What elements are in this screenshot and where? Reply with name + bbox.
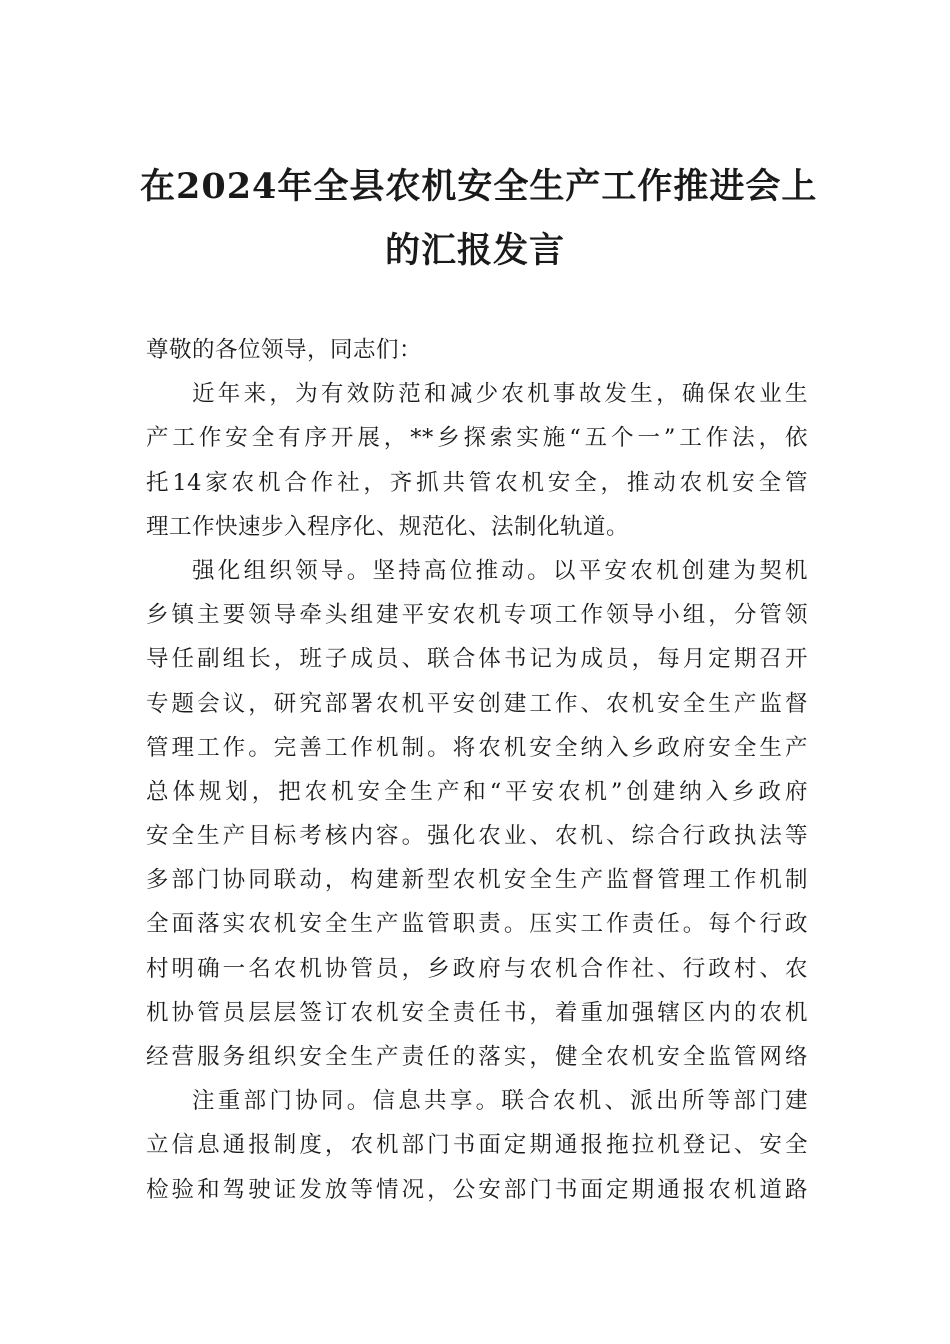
paragraph-line: 村明确一名农机协管员，乡政府与农机合作社、行政村、农 (146, 955, 808, 982)
paragraph-line: 产工作安全有序开展，**乡探索实施“五个一”工作法，依 (146, 425, 808, 452)
paragraph-line: 托14家农机合作社，齐抓共管农机安全，推动农机安全管 (146, 469, 808, 496)
title-line-2: 的汇报发言 (384, 230, 565, 271)
document-body (146, 328, 808, 1212)
paragraph-line: 经营服务组织安全生产责任的落实，健全农机安全监管网络 (146, 1044, 808, 1070)
paragraph-line: 乡镇主要领导牵头组建平安农机专项工作领导小组，分管领 (146, 602, 808, 629)
paragraph-line: 近年来，为有效防范和减少农机事故发生，确保农业生 (192, 381, 808, 408)
paragraph-line: 注重部门协同。信息共享。联合农机、派出所等部门建 (192, 1088, 808, 1115)
paragraph-line: 立信息通报制度，农机部门书面定期通报拖拉机登记、安全 (146, 1132, 808, 1159)
paragraph-line: 总体规划，把农机安全生产和“平安农机”创建纳入乡政府 (146, 778, 808, 805)
paragraph-line: 强化组织领导。坚持高位推动。以平安农机创建为契机 (192, 557, 808, 584)
paragraph-1 (146, 372, 808, 549)
paragraph-line: 机协管员层层签订农机安全责任书，着重加强辖区内的农机 (146, 999, 808, 1026)
paragraph-line: 管理工作。完善工作机制。将农机安全纳入乡政府安全生产 (146, 734, 808, 761)
paragraph-line: 多部门协同联动，构建新型农机安全生产监督管理工作机制 (146, 867, 808, 894)
paragraph-line: 检验和驾驶证发放等情况，公安部门书面定期通报农机道路 (146, 1176, 808, 1203)
paragraph-2 (146, 549, 808, 1079)
title-line-1: 在2024年全县农机安全生产工作推进会上 (140, 166, 818, 207)
paragraph-line: 安全生产目标考核内容。强化农业、农机、综合行政执法等 (146, 823, 808, 850)
document-title (140, 155, 818, 283)
paragraph-line: 全面落实农机安全生产监管职责。压实工作责任。每个行政 (146, 911, 808, 938)
paragraph-3 (146, 1079, 808, 1212)
paragraph-line: 导任副组长，班子成员、联合体书记为成员，每月定期召开 (146, 646, 808, 673)
paragraph-line: 专题会议，研究部署农机平安创建工作、农机安全生产监督 (146, 690, 808, 717)
paragraph-line: 理工作快速步入程序化、规范化、法制化轨道。 (146, 513, 630, 540)
greeting: 尊敬的各位领导，同志们： (146, 337, 423, 363)
